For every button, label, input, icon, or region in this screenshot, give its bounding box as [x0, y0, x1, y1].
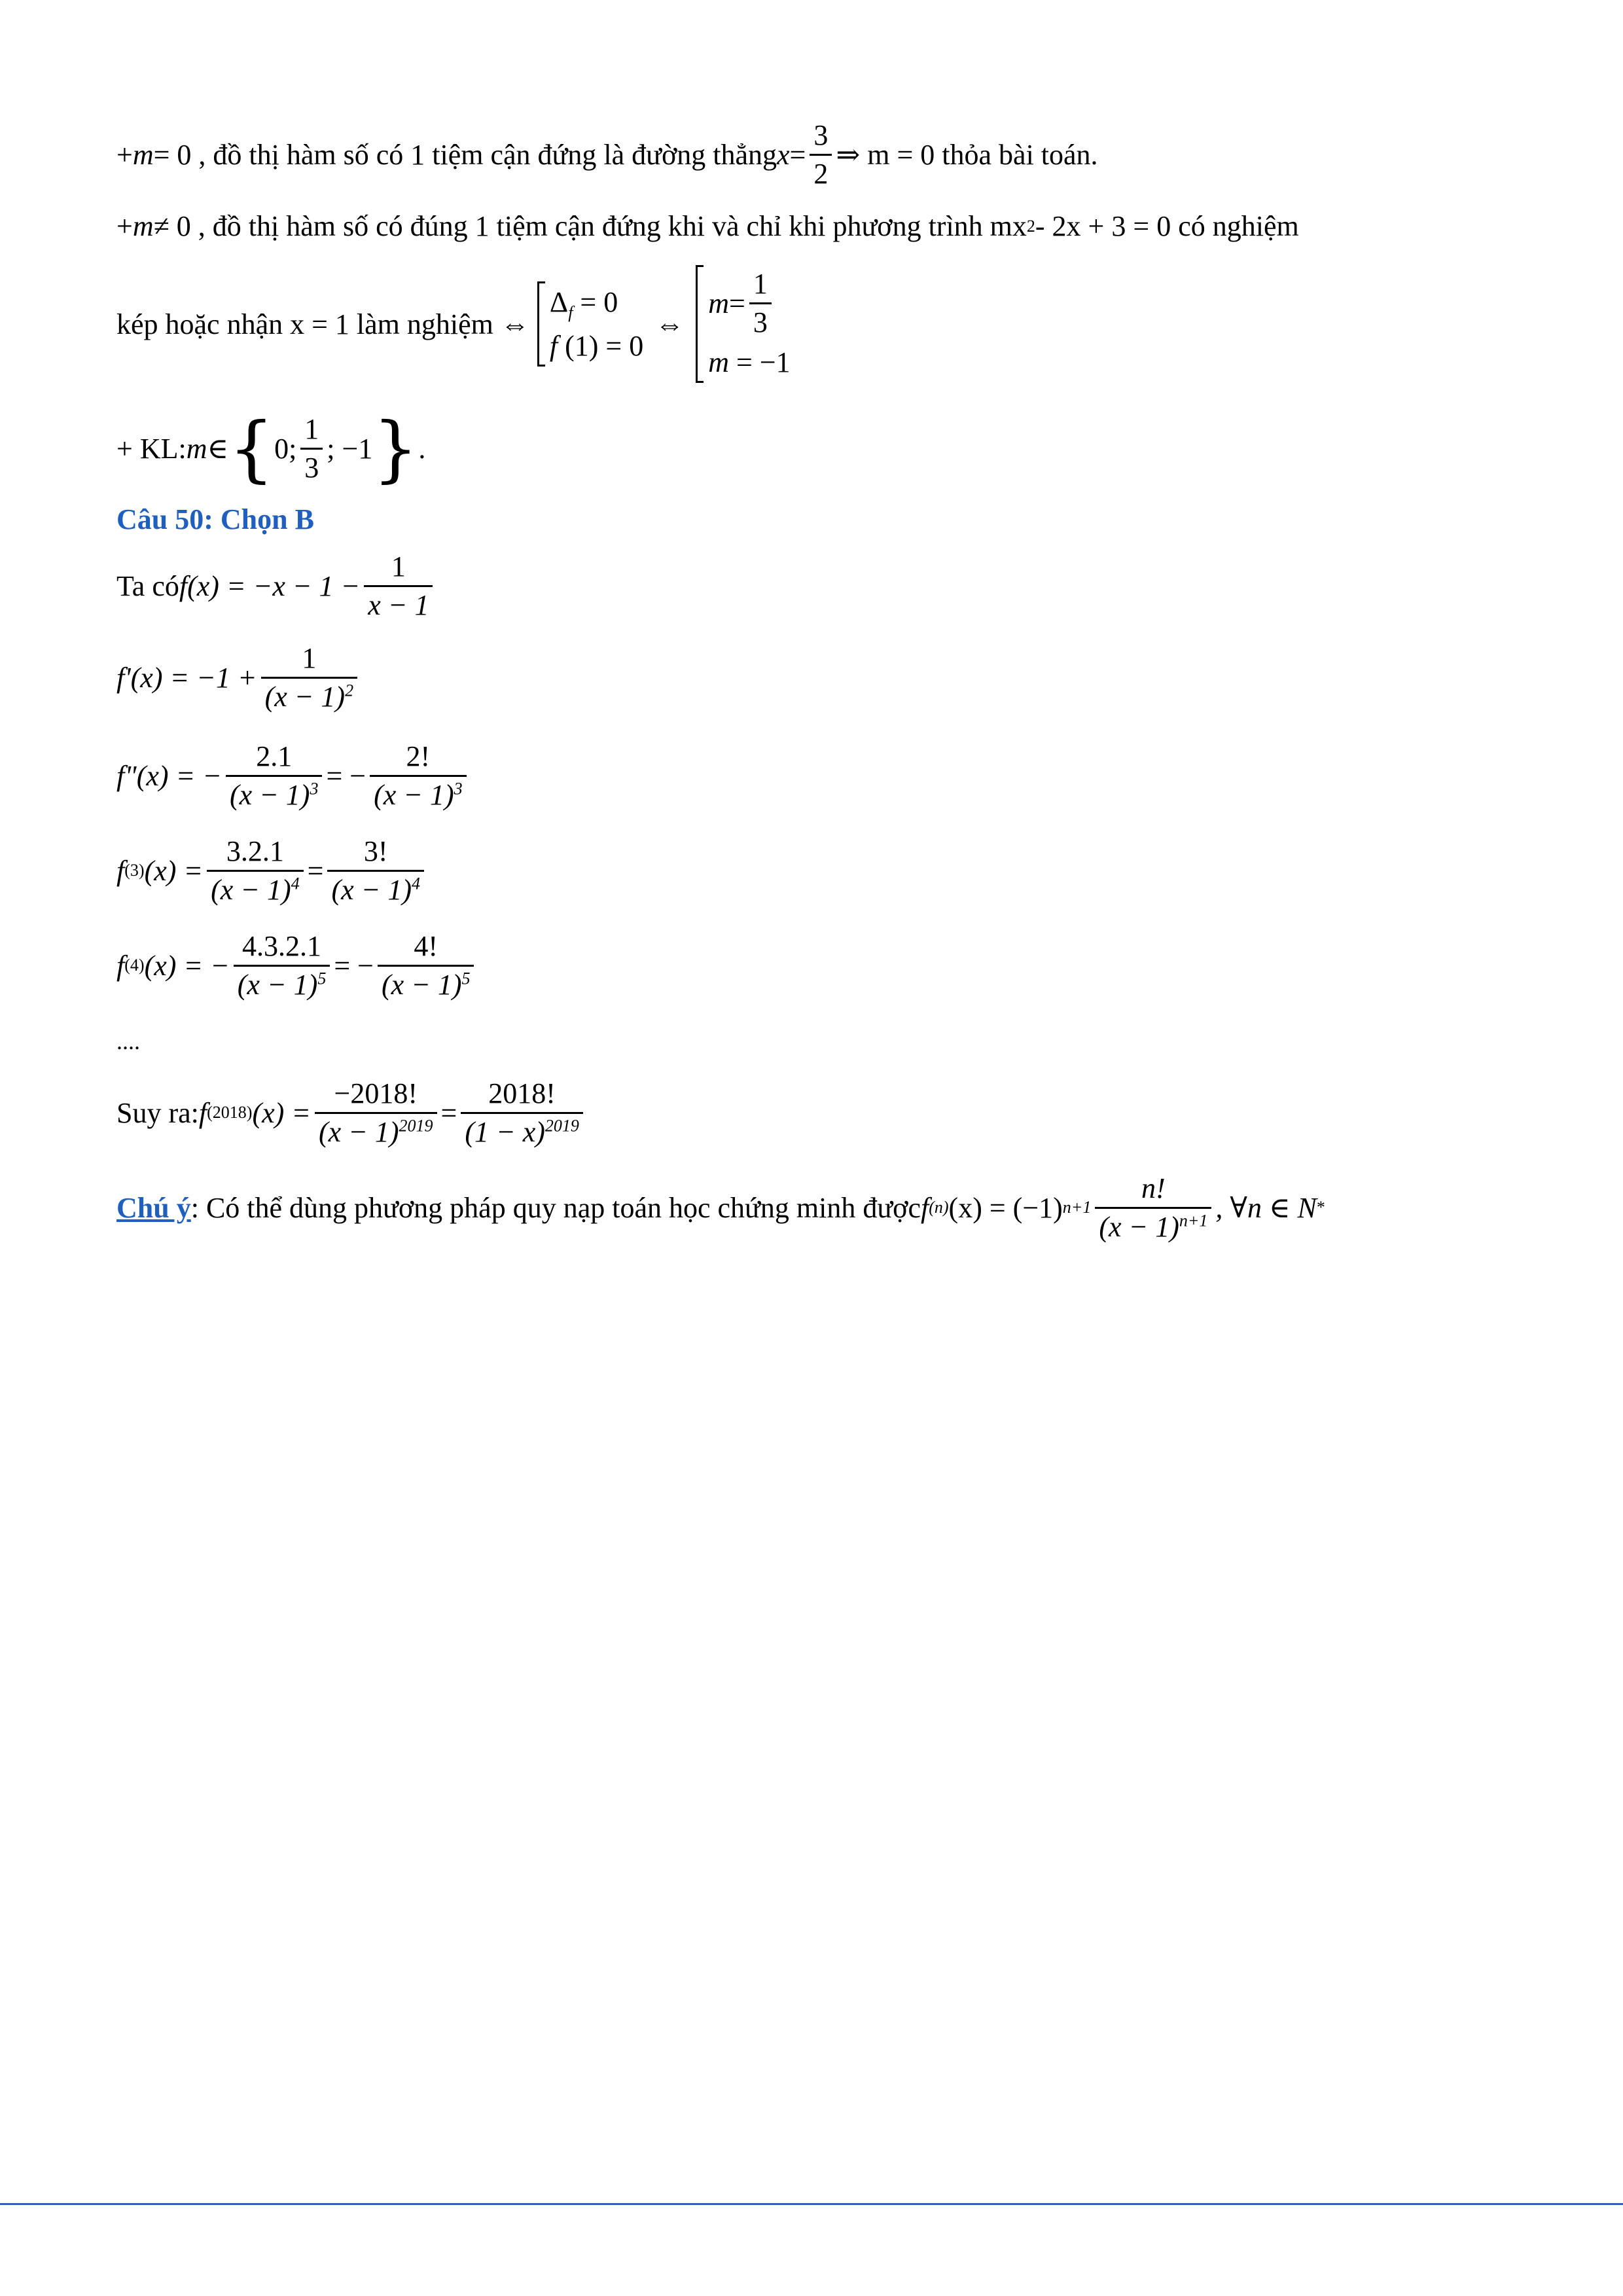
right-brace: }	[372, 406, 419, 490]
denominator: 3	[300, 448, 323, 482]
text: (x) =	[144, 854, 204, 887]
text: = −	[334, 949, 374, 982]
exponent: 2	[345, 680, 354, 700]
var-m: m	[186, 432, 207, 465]
text: =	[789, 139, 806, 171]
exponent: 5	[317, 968, 327, 988]
note-label: Chú ý	[116, 1191, 191, 1224]
denominator: 2	[810, 154, 832, 188]
exponent: 3	[310, 778, 319, 798]
text: + KL:	[116, 432, 187, 465]
den-base: (x − 1)	[381, 968, 462, 1001]
line-2018th-derivative: Suy ra: f (2018) (x) = $\frac{-2018!}{(x - 1)^{2019}}$ = $\frac{2018!}{(1 - x)^{2019}}$	[116, 1070, 587, 1155]
text: = −1	[729, 346, 791, 378]
text: = −	[326, 759, 366, 792]
den-base: (x − 1)	[229, 778, 310, 811]
func-f: f	[116, 854, 125, 887]
numerator: 2018!	[488, 1077, 556, 1109]
line-fourth-derivative: f (4) (x) = − $\frac{4.3.2.1}{(x - 1)^5}$ = − $\frac{4!}{(x - 1)^5}$	[116, 923, 478, 1008]
text: Suy ra:	[116, 1096, 199, 1129]
text: (x) = −	[144, 949, 230, 982]
text: = 0 , đồ thị hàm số có 1 tiệm cận đứng là đường thẳng	[153, 139, 777, 171]
numerator: 1	[753, 267, 768, 300]
text: "(x) = −	[124, 759, 222, 792]
subscript-f: f	[568, 302, 573, 322]
text: =	[729, 287, 745, 319]
exponent: 4	[291, 873, 300, 893]
text: Ta có	[116, 569, 179, 602]
text: kép hoặc nhận x = 1 làm nghiệm ⇔	[116, 308, 529, 340]
denominator	[461, 1112, 583, 1147]
numerator: 4!	[414, 929, 438, 962]
line-m-equals-zero	[116, 121, 1098, 188]
var-m: m	[708, 287, 730, 319]
text: ≠ 0 , đồ thị hàm số có đúng 1 tiệm cận đứng khi và chỉ khi phương trình mx	[153, 210, 1027, 242]
denominator	[378, 965, 474, 999]
denominator	[327, 870, 424, 905]
den-base: (x − 1)	[374, 778, 454, 811]
func-f: f	[179, 569, 188, 602]
denominator	[234, 965, 330, 999]
fraction	[1095, 1174, 1211, 1242]
den-base: (1 − x)	[465, 1115, 545, 1148]
denominator	[1095, 1207, 1211, 1242]
text: (1) = 0	[558, 330, 644, 363]
text: - 2x + 3 = 0 có nghiệm	[1035, 210, 1299, 242]
numerator: n!	[1141, 1172, 1166, 1204]
numerator: 3	[813, 119, 829, 151]
line-note: Chú ý : Có thể dùng phương pháp quy nạp toán học chứng minh được f (n) (x) = (−1) n+1 $\frac{n!}{(x - 1)^{n+1}}$ , ∀n ∈ N *	[116, 1172, 1325, 1243]
line-conclusion	[116, 406, 425, 491]
fraction	[261, 641, 358, 713]
text: (x) = −x − 1 −	[187, 569, 361, 602]
exponent: 4	[411, 873, 420, 893]
func-f: f	[198, 1096, 207, 1129]
denominator: 3	[749, 302, 772, 337]
fraction	[234, 929, 330, 1001]
text: : Có thể dùng phương pháp quy nạp toán học chứng minh được	[190, 1191, 921, 1224]
fraction	[370, 742, 467, 810]
text: =	[440, 1096, 457, 1129]
exponent: 3	[454, 778, 463, 798]
numerator: 2.1	[256, 740, 293, 772]
numerator: −2018!	[334, 1077, 418, 1109]
cond-f1	[550, 329, 643, 363]
fraction	[327, 834, 424, 906]
numerator: 1	[391, 550, 406, 583]
delta-symbol: Δ	[549, 285, 569, 318]
fraction	[226, 742, 323, 810]
func-f: f	[549, 330, 558, 363]
func-f: f	[116, 759, 125, 792]
line-second-derivative	[116, 733, 471, 818]
system-bracket-1	[537, 281, 643, 367]
var-m: m	[132, 210, 154, 242]
left-brace: {	[228, 406, 275, 490]
denominator: x − 1	[364, 585, 433, 620]
denominator	[207, 870, 304, 905]
fraction-three-halves	[810, 121, 832, 188]
den-base: (x − 1)	[237, 968, 318, 1001]
exponent: n+1	[1179, 1210, 1208, 1230]
var-x: x	[777, 139, 790, 171]
sol-m-third	[708, 267, 790, 338]
line-first-derivative	[116, 635, 361, 720]
denominator	[226, 775, 323, 810]
text: '(x) = −1 +	[124, 661, 257, 694]
iff-symbol: ⇔	[655, 308, 685, 340]
denominator	[315, 1112, 437, 1147]
text: .	[418, 432, 426, 465]
numerator: 4.3.2.1	[242, 929, 322, 962]
fraction	[364, 552, 433, 620]
text: ⇒ m = 0 thỏa bài toán.	[836, 139, 1098, 171]
den-base: (x − 1)	[318, 1115, 399, 1148]
text: (x) =	[252, 1096, 311, 1129]
numerator: 3.2.1	[226, 834, 284, 867]
line-f-definition	[116, 543, 437, 628]
denominator	[261, 677, 358, 711]
line-third-derivative: f (3) (x) = $\frac{3.2.1}{(x - 1)^4}$ = $\frac{3!}{(x - 1)^4}$	[116, 828, 428, 913]
den-base: (x − 1)	[1099, 1210, 1179, 1243]
text: ; −1	[327, 432, 373, 465]
footer-divider	[0, 2203, 1623, 2205]
fraction-one-third	[749, 267, 772, 338]
exponent: 5	[461, 968, 471, 988]
func-f: f	[116, 661, 125, 694]
fraction-one-third	[300, 412, 323, 484]
text: ∈	[207, 432, 229, 465]
text: +	[116, 139, 133, 171]
exponent: 2019	[399, 1115, 433, 1135]
question-heading: Câu 50: Chọn B	[116, 503, 314, 535]
system-bracket-2	[696, 265, 790, 383]
cond-delta	[550, 285, 643, 323]
den-base: (x − 1)	[264, 680, 346, 713]
var-m: m	[708, 346, 730, 378]
text: (x) = (−1)	[948, 1191, 1063, 1224]
ellipsis: ....	[116, 1028, 140, 1054]
fraction	[315, 1079, 437, 1147]
numerator: 3!	[363, 834, 388, 867]
denominator	[370, 775, 467, 810]
text: 0;	[274, 432, 297, 465]
den-base: (x − 1)	[331, 873, 412, 906]
numerator: 1	[302, 641, 317, 674]
text: +	[116, 210, 133, 242]
fraction	[461, 1079, 583, 1147]
numerator: 1	[304, 412, 319, 445]
exponent: 2019	[544, 1115, 579, 1135]
text: = 0	[573, 285, 618, 318]
den-base: (x − 1)	[211, 873, 291, 906]
line-m-not-zero: + m ≠ 0 , đồ thị hàm số có đúng 1 tiệm cận đứng khi và chỉ khi phương trình mx 2 - 2x + 3 = 0 có nghiệm	[116, 210, 1299, 242]
sol-m-minus-one	[708, 346, 790, 379]
numerator: 2!	[406, 740, 431, 772]
text: =	[307, 854, 324, 887]
fraction	[207, 834, 304, 906]
line-double-root-condition	[116, 262, 798, 386]
func-f: f	[116, 949, 125, 982]
func-f: f	[920, 1191, 929, 1224]
fraction	[378, 929, 474, 1001]
var-m: m	[132, 139, 154, 171]
text: , ∀n ∈ N	[1215, 1191, 1317, 1224]
